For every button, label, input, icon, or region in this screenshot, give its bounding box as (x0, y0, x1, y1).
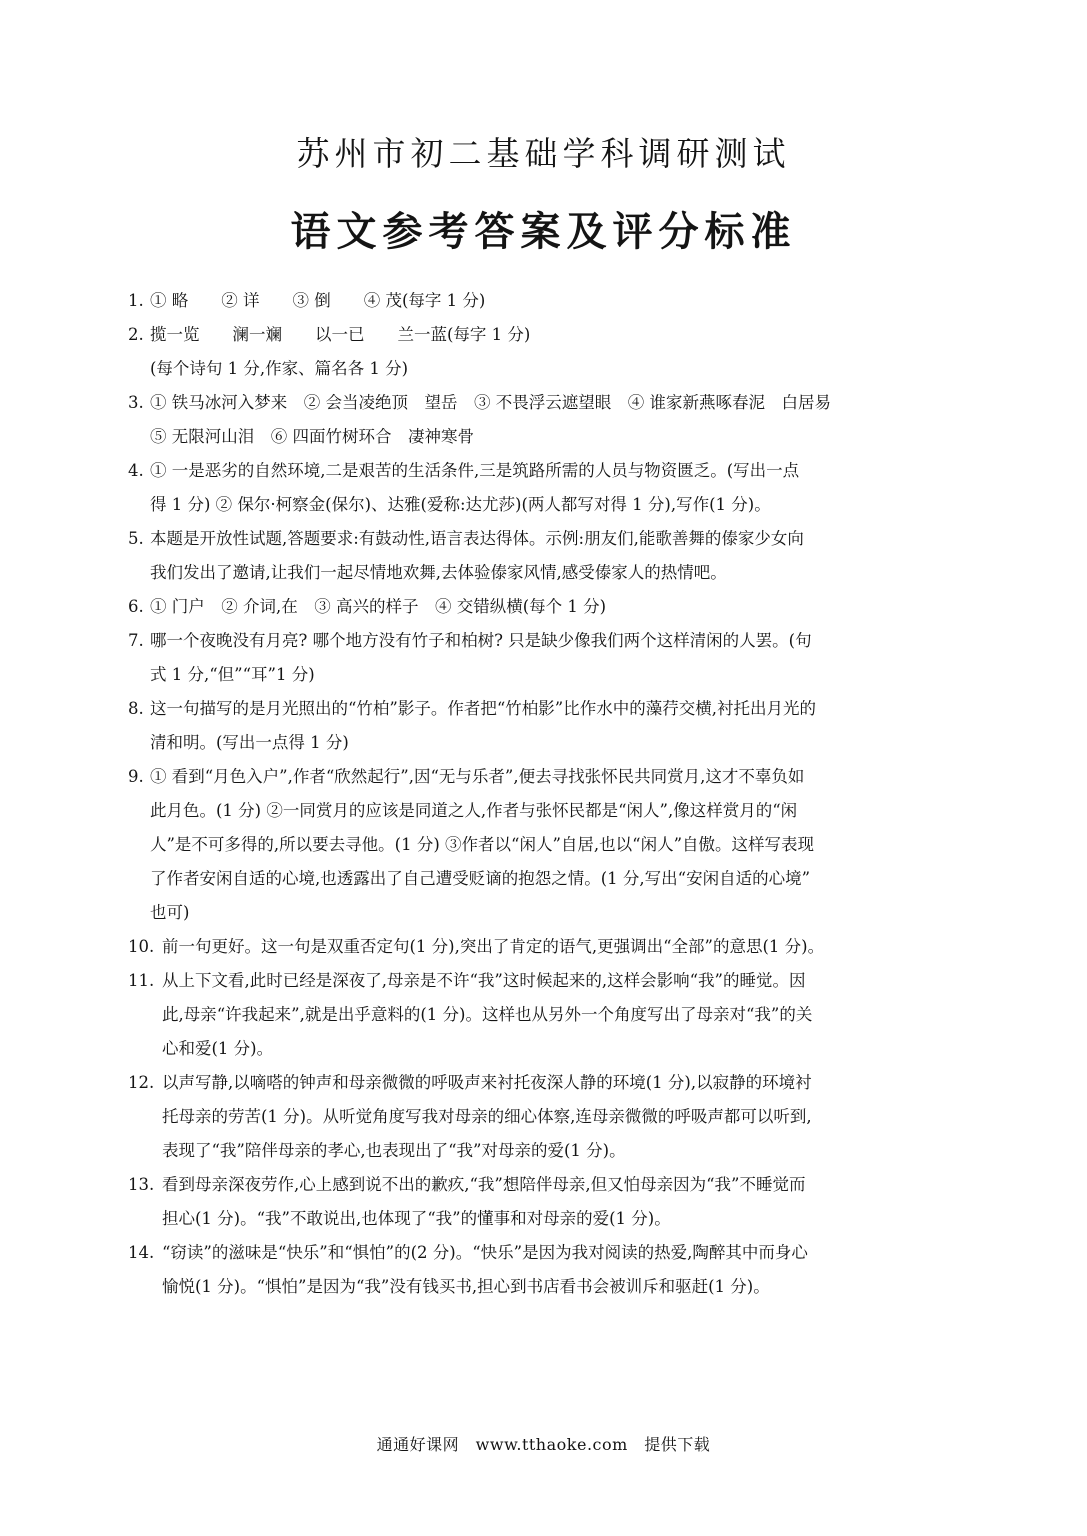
answer-item (128, 454, 948, 522)
answer-item (128, 692, 948, 760)
answer-item (128, 386, 948, 454)
answer-item (128, 1168, 948, 1236)
answer-number: 14. (128, 1243, 155, 1262)
answer-number: 4. (128, 461, 144, 480)
answer-list (128, 284, 948, 1304)
answer-line: 本题是开放性试题,答题要求:有鼓动性,语言表达得体。示例:朋友们,能歌善舞的傣家少女向 (150, 529, 804, 548)
answer-item (128, 352, 948, 386)
answer-item (128, 930, 948, 964)
answer-item (128, 964, 948, 1066)
answer-line: 式 1 分,“但”“耳”1 分) (150, 665, 315, 684)
answer-item (128, 590, 948, 624)
answer-number: 9. (128, 767, 144, 786)
answer-number: 8. (128, 699, 144, 718)
answer-number: 11. (128, 971, 155, 990)
answer-number: 6. (128, 597, 144, 616)
answer-line: 担心(1 分)。“我”不敢说出,也体现了“我”的懂事和对母亲的爱(1 分)。 (162, 1209, 671, 1228)
answer-item (128, 284, 948, 318)
answer-line: “窃读”的滋味是“快乐”和“惧怕”的(2 分)。“快乐”是因为我对阅读的热爱,陶醉其中而身心 (162, 1243, 808, 1262)
answer-line: 也可) (150, 903, 190, 922)
answer-number: 1. (128, 291, 144, 310)
answer-line: ① 略 ② 详 ③ 倒 ④ 茂(每字 1 分) (150, 291, 486, 310)
answer-line: 我们发出了邀请,让我们一起尽情地欢舞,去体验傣家风情,感受傣家人的热情吧。 (150, 563, 727, 582)
answer-number: 2. (128, 325, 144, 344)
answer-line: 这一句描写的是月光照出的“竹柏”影子。作者把“竹柏影”比作水中的藻荇交横,衬托出月光的 (150, 699, 816, 718)
answer-line: 得 1 分) ② 保尔·柯察金(保尔)、达雅(爱称:达尤莎)(两人都写对得 1 分),写作(1 分)。 (150, 495, 771, 514)
answer-line: 从上下文看,此时已经是深夜了,母亲是不许“我”这时候起来的,这样会影响“我”的睡觉。因 (162, 971, 806, 990)
answer-line: 前一句更好。这一句是双重否定句(1 分),突出了肯定的语气,更强调出“全部”的意思(1 分)。 (162, 937, 825, 956)
answer-line: 愉悦(1 分)。“惧怕”是因为“我”没有钱买书,担心到书店看书会被训斥和驱赶(1 分)。 (162, 1277, 770, 1296)
footer-credit: 通通好课网 www.tthaoke.com 提供下载 (376, 1435, 711, 1454)
answer-line: 人”是不可多得的,所以要去寻他。(1 分) ③作者以“闲人”自居,也以“闲人”自傲。这样写表现 (150, 835, 815, 854)
answer-number: 13. (128, 1175, 155, 1194)
answer-number: 12. (128, 1073, 155, 1092)
answer-line: 了作者安闲自适的心境,也透露出了自己遭受贬谪的抱怨之情。(1 分,写出“安闲自适的心境” (150, 869, 811, 888)
answer-line: 清和明。(写出一点得 1 分) (150, 733, 349, 752)
answer-line: 表现了“我”陪伴母亲的孝心,也表现出了“我”对母亲的爱(1 分)。 (162, 1141, 626, 1160)
answer-line: ① 门户 ② 介词,在 ③ 高兴的样子 ④ 交错纵横(每个 1 分) (150, 597, 607, 616)
answer-number: 7. (128, 631, 144, 650)
answer-item (128, 522, 948, 590)
answer-line: 哪一个夜晚没有月亮? 哪个地方没有竹子和柏树? 只是缺少像我们两个这样清闲的人罢。(句 (150, 631, 812, 650)
answer-number: 10. (128, 937, 155, 956)
answer-line: 此,母亲“许我起来”,就是出乎意料的(1 分)。这样也从另外一个角度写出了母亲对“我”的关 (162, 1005, 813, 1024)
answer-item (128, 624, 948, 692)
answer-item (128, 1236, 948, 1304)
answer-line: ① 铁马冰河入梦来 ② 会当凌绝顶 望岳 ③ 不畏浮云遮望眼 ④ 谁家新燕啄春泥 白居易 (150, 393, 831, 412)
answer-item (128, 318, 948, 352)
answer-line: 看到母亲深夜劳作,心上感到说不出的歉疚,“我”想陪伴母亲,但又怕母亲因为“我”不睡觉而 (162, 1175, 806, 1194)
answer-line: 以声写静,以嘀嗒的钟声和母亲微微的呼吸声来衬托夜深人静的环境(1 分),以寂静的环境衬 (162, 1073, 812, 1092)
answer-item (128, 1066, 948, 1168)
answer-line: ① 一是恶劣的自然环境,二是艰苦的生活条件,三是筑路所需的人员与物资匮乏。(写出一点 (150, 461, 800, 480)
answer-line: 揽一览 澜一斓 以一已 兰一蓝(每字 1 分) (150, 325, 531, 344)
answer-line: 心和爱(1 分)。 (162, 1039, 274, 1058)
answer-line: ⑤ 无限河山泪 ⑥ 四面竹树环合 凄神寒骨 (150, 427, 474, 446)
answer-line: ① 看到“月色入户”,作者“欣然起行”,因“无与乐者”,便去寻找张怀民共同赏月,这才不辜负如 (150, 767, 805, 786)
answer-item (128, 760, 948, 930)
answer-line: 此月色。(1 分) ②一同赏月的应该是同道之人,作者与张怀民都是“闲人”,像这样赏月的“闲 (150, 801, 798, 820)
answer-line: (每个诗句 1 分,作家、篇名各 1 分) (150, 359, 409, 378)
document-subtitle: 语文参考答案及评分标准 (290, 208, 797, 255)
answer-line: 托母亲的劳苦(1 分)。从听觉角度写我对母亲的细心体察,连母亲微微的呼吸声都可以听到, (162, 1107, 812, 1126)
document-title: 苏州市初二基础学科调研测试 (296, 134, 791, 173)
answer-number: 5. (128, 529, 144, 548)
answer-number: 3. (128, 393, 144, 412)
